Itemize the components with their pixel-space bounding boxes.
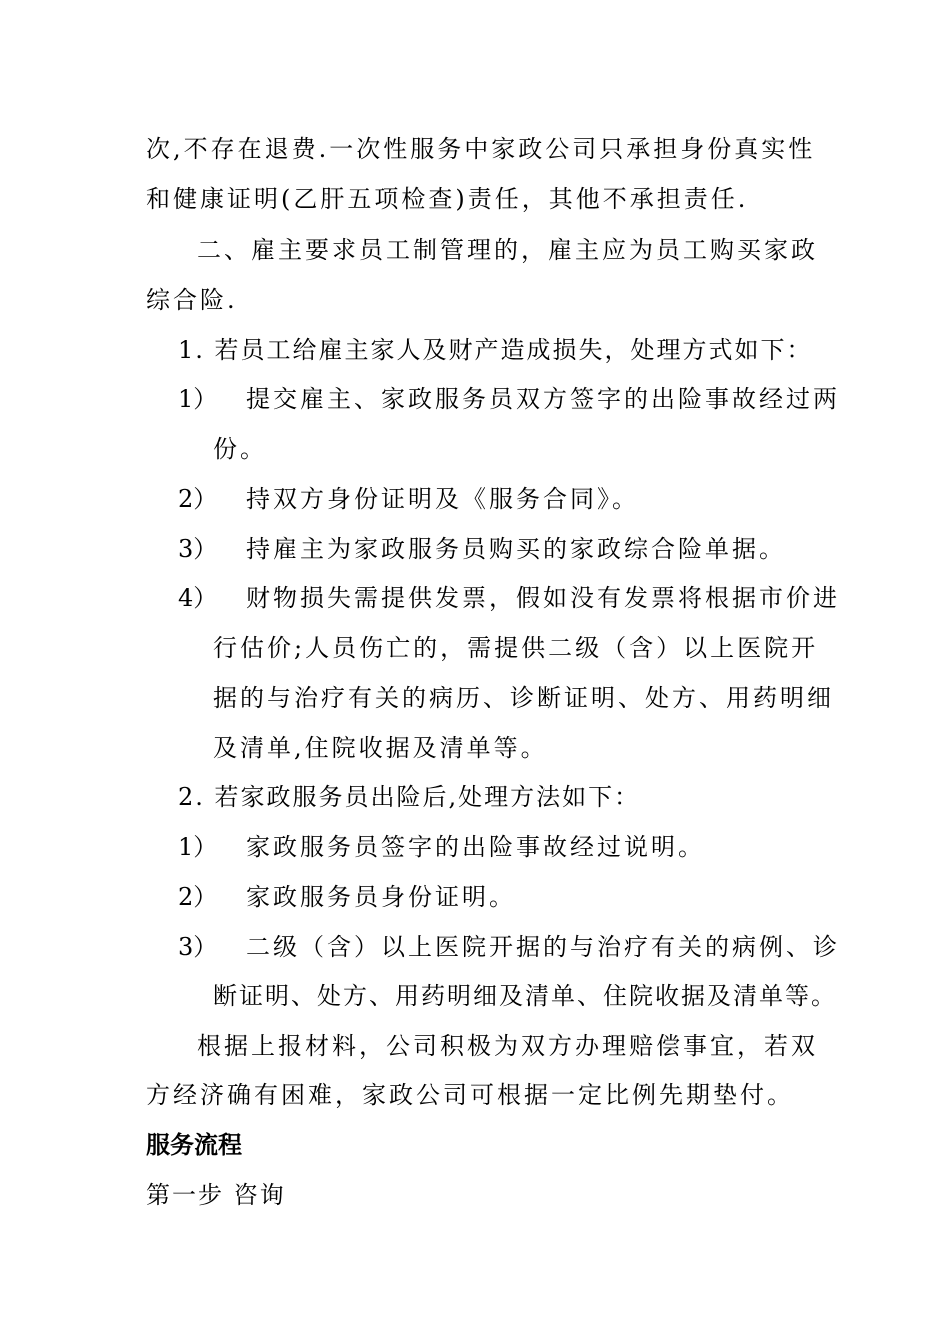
list-number: 1） bbox=[178, 833, 218, 861]
paragraph-line: 方经济确有困难，家政公司可根据一定比例先期垫付。 bbox=[146, 1081, 794, 1109]
list-item-line: 及清单,住院收据及清单等。 bbox=[213, 734, 548, 762]
list-number: 2） bbox=[178, 883, 218, 911]
list-item-line: 持雇主为家政服务员购买的家政综合险单据。 bbox=[246, 535, 786, 563]
subsection-title: 1. 若员工给雇主家人及财产造成损失，处理方式如下： bbox=[178, 336, 813, 364]
list-item-line: 份。 bbox=[213, 435, 267, 463]
list-item-line: 行估价;人员伤亡的，需提供二级（含）以上医院开 bbox=[213, 634, 819, 662]
list-item-line: 二级（含）以上医院开据的与治疗有关的病例、诊 bbox=[246, 933, 840, 961]
paragraph-line: 次,不存在退费.一次性服务中家政公司只承担身份真实性 bbox=[146, 135, 816, 163]
list-number: 2） bbox=[178, 485, 218, 513]
paragraph-line: 综合险. bbox=[146, 286, 238, 314]
step-label: 第一步 咨询 bbox=[146, 1181, 286, 1209]
list-item-line: 据的与治疗有关的病历、诊断证明、处方、用药明细 bbox=[213, 684, 834, 712]
list-number: 3） bbox=[178, 933, 218, 961]
list-item-line: 财物损失需提供发票，假如没有发票将根据市价进 bbox=[246, 584, 840, 612]
list-item-line: 家政服务员签字的出险事故经过说明。 bbox=[246, 833, 705, 861]
list-item-line: 家政服务员身份证明。 bbox=[246, 883, 516, 911]
subsection-title: 2. 若家政服务员出险后,处理方法如下： bbox=[178, 783, 641, 811]
list-item-line: 断证明、处方、用药明细及清单、住院收据及清单等。 bbox=[213, 982, 837, 1010]
paragraph-line: 根据上报材料，公司积极为双方办理赔偿事宜，若双 bbox=[197, 1032, 818, 1060]
section-heading: 服务流程 bbox=[146, 1131, 242, 1159]
list-number: 1） bbox=[178, 385, 218, 413]
paragraph-line: 和健康证明(乙肝五项检查)责任，其他不承担责任. bbox=[146, 185, 749, 213]
list-item-line: 提交雇主、家政服务员双方签字的出险事故经过两 bbox=[246, 385, 840, 413]
paragraph-line: 二、雇主要求员工制管理的，雇主应为员工购买家政 bbox=[197, 236, 818, 264]
list-number: 3） bbox=[178, 535, 218, 563]
list-item-line: 持双方身份证明及《服务合同》。 bbox=[246, 485, 639, 513]
list-number: 4） bbox=[178, 584, 218, 612]
